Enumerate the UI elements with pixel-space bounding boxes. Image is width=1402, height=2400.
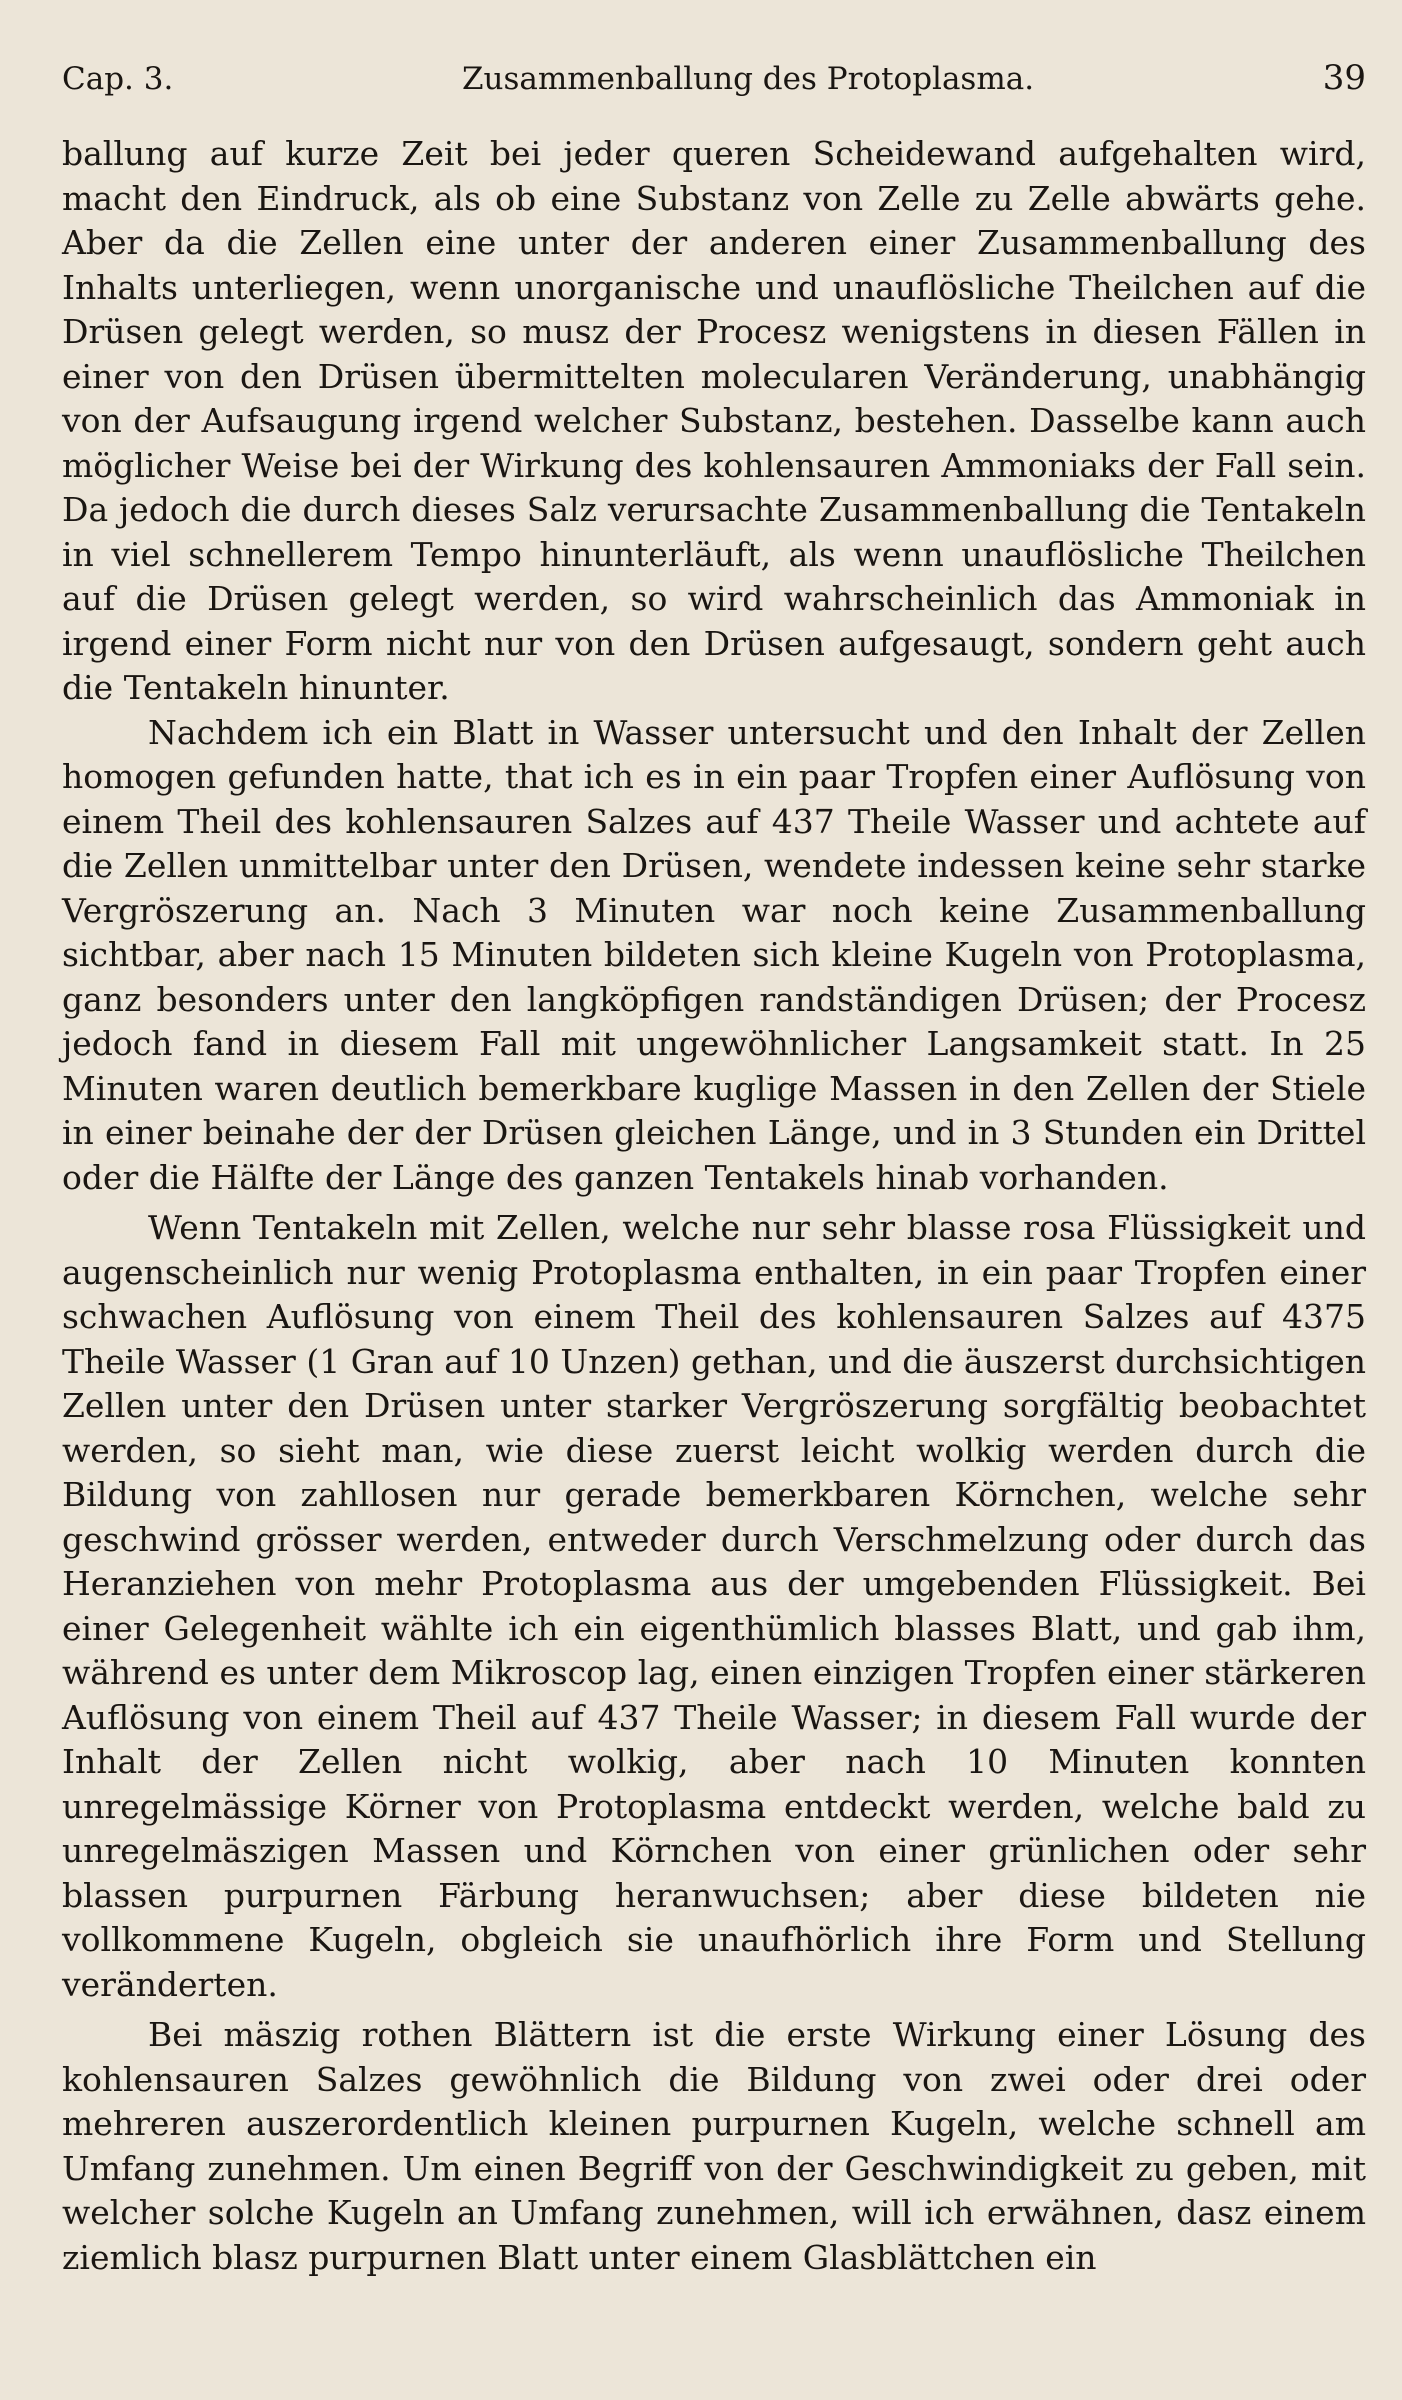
chapter-label: Cap. 3. [62,61,174,97]
body-text [62,132,1366,2280]
running-header [62,48,1366,108]
paragraph: Bei mäszig rothen Blättern ist die erste Wirkung einer Lösung des kohlensauren Salzes gewöhnlich die Bildung von zwei oder drei oder mehreren auszerordentlich kleinen purpurnen Kugeln, welche schnell am Umfang zunehmen. Um einen Begriff von der Geschwindigkeit zu geben, mit welcher solche Kugeln an Umfang zunehmen, will ich erwähnen, dasz einem ziemlich blasz purpurnen Blatt unter einem Glasblättchen ein [62,2015,1366,2277]
paragraph-continued: ballung auf kurze Zeit bei jeder queren Scheidewand aufgehalten wird, macht den Eindruck, als ob eine Substanz von Zelle zu Zelle abwärts gehe. Aber da die Zellen eine unter der anderen einer Zusammenballung des Inhalts unterliegen, wenn unorganische und unauflösliche Theilchen auf die Drüsen gelegt werden, so musz der Procesz wenigstens in diesen Fällen in einer von den Drüsen übermittelten molecularen Veränderung, unabhängig von der Aufsaugung irgend welcher Substanz, bestehen. Dasselbe kann auch möglicher Weise bei der Wirkung des kohlensauren Ammoniaks der Fall sein. Da jedoch die durch dieses Salz verursachte Zusammenballung die Tentakeln in viel schnellerem Tempo hinunterläuft, als wenn unauflösliche Theilchen auf die Drüsen gelegt werden, so wird wahrscheinlich das Ammoniak in irgend einer Form nicht nur von den Drüsen aufgesaugt, sondern geht auch die Tentakeln hinunter. [62,134,1366,707]
running-title: Zusammenballung des Protoplasma. [462,61,1035,97]
paragraph: Nachdem ich ein Blatt in Wasser untersucht und den Inhalt der Zellen homogen gefunden hatte, that ich es in ein paar Tropfen einer Auflösung von einem Theil des kohlensauren Salzes auf 437 Theile Wasser und achtete auf die Zellen unmittelbar unter den Drüsen, wendete indessen keine sehr starke Vergröszerung an. Nach 3 Minuten war noch keine Zusammenballung sichtbar, aber nach 15 Minuten bildeten sich kleine Kugeln von Protoplasma, ganz besonders unter den langköpfigen randständigen Drüsen; der Procesz jedoch fand in diesem Fall mit ungewöhnlicher Langsamkeit statt. In 25 Minuten waren deutlich bemerkbare kuglige Massen in den Zellen der Stiele in einer beinahe der der Drüsen gleichen Länge, und in 3 Stunden ein Drittel oder die Hälfte der Länge des ganzen Tentakels hinab vorhanden. [62,712,1366,1197]
page-number: 39 [1322,58,1366,98]
paragraph: Wenn Tentakeln mit Zellen, welche nur sehr blasse rosa Flüssigkeit und augenscheinlich nur wenig Protoplasma enthalten, in ein paar Tropfen einer schwachen Auflösung von einem Theil des kohlensauren Salzes auf 4375 Theile Wasser (1 Gran auf 10 Unzen) gethan, und die äuszerst durchsichtigen Zellen unter den Drüsen unter starker Vergröszerung sorgfältig beobachtet werden, so sieht man, wie diese zuerst leicht wolkig werden durch die Bildung von zahllosen nur gerade bemerkbaren Körnchen, welche sehr geschwind grösser werden, entweder durch Verschmelzung oder durch das Heranziehen von mehr Protoplasma aus der umgebenden Flüssigkeit. Bei einer Gelegenheit wählte ich ein eigenthümlich blasses Blatt, und gab ihm, während es unter dem Mikroscop lag, einen einzigen Tropfen einer stärkeren Auflösung von einem Theil auf 437 Theile Wasser; in diesem Fall wurde der Inhalt der Zellen nicht wolkig, aber nach 10 Minuten konnten unregelmässige Körner von Protoplasma entdeckt werden, welche bald zu unregelmäszigen Massen und Körnchen von einer grünlichen oder sehr blassen purpurnen Färbung heranwuchsen; aber diese bildeten nie vollkommene Kugeln, obgleich sie unaufhörlich ihre Form und Stellung veränderten. [62,1208,1366,2004]
